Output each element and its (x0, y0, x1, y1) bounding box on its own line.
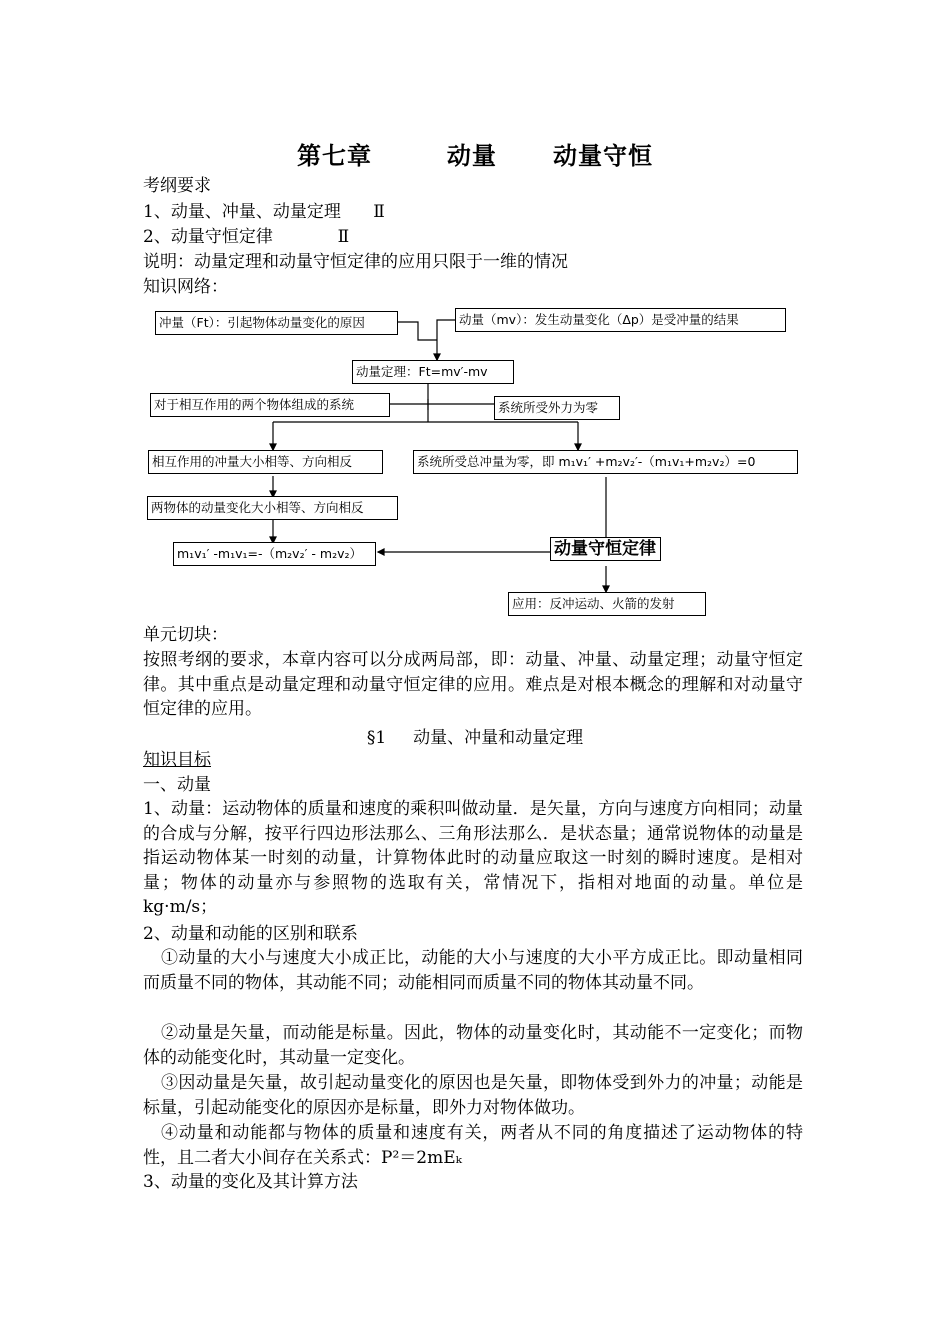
change-equation-box: m₁v₁′ -m₁v₁=-（m₂v₂′ - m₂v₂） (173, 542, 376, 566)
two-bodies-box: 对于相互作用的两个物体组成的系统 (150, 393, 390, 417)
conservation-law-box: 动量守恒定律 (550, 537, 661, 561)
item-3: ③因动量是矢量，故引起动量变化的原因也是矢量，即物体受到外力的冲量；动能是标量，引起动能变化的原因亦是标量，即外力对物体做功。 (143, 1073, 803, 1118)
item-2: ②动量是矢量，而动能是标量。因此，物体的动量变化时，其动能不一定变化；而物体的动能变化时，其动量一定变化。 (143, 1023, 803, 1068)
application-box: 应用：反冲运动、火箭的发射 (508, 592, 706, 616)
part1-heading: 一、动量 (143, 775, 211, 795)
momentum-box: 动量（mv）：发生动量变化（Δp）是受冲量的结果 (455, 308, 786, 332)
equal-impulse-box: 相互作用的冲量大小相等、方向相反 (148, 450, 383, 474)
paragraph-2-heading: 2、动量和动能的区别和联系 (143, 924, 358, 944)
unit-text: 按照考纲的要求，本章内容可以分成两局部，即：动量、冲量、动量定理；动量守恒定律。其中重点是动量定理和动量守恒定律的应用。难点是对根本概念的理解和对动量守恒定律的应用。 (143, 650, 803, 719)
paragraph-3-heading: 3、动量的变化及其计算方法 (143, 1172, 358, 1192)
unit-heading: 单元切块： (143, 625, 228, 645)
total-impulse-zero-box: 系统所受总冲量为零，即 m₁v₁′ +m₂v₂′-（m₁v₁+m₂v₂）=0 (413, 450, 798, 474)
equal-change-box: 两物体的动量变化大小相等、方向相反 (147, 496, 398, 520)
theorem-box: 动量定理：Ft=mv′-mv (352, 360, 514, 384)
paragraph-momentum: 1、动量：运动物体的质量和速度的乘积叫做动量．是矢量，方向与速度方向相同；动量的合成与分解，按平行四边形法那么、三角形法那么．是状态量；通常说物体的动量是指运动物体某一时刻的动量，计算物体此时的动量应取这一时刻的瞬时速度。是相对量；物体的动量亦与参照物的选取有关，常情况下，指相对地面的动量。单位是 kg·m/s； (143, 799, 803, 917)
exam-heading: 考纲要求 (143, 176, 211, 196)
impulse-box: 冲量（Ft）：引起物体动量变化的原因 (155, 311, 398, 335)
network-label: 知识网络： (143, 277, 228, 297)
item-1: ①动量的大小与速度大小成正比，动能的大小与速度的大小平方成正比。即动量相同而质量不同的物体，其动能不同；动能相同而质量不同的物体其动量不同。 (143, 948, 803, 993)
exam-note: 说明：动量定理和动量守恒定律的应用只限于一维的情况 (143, 252, 568, 272)
section-title: §1 动量、冲量和动量定理 (366, 728, 584, 748)
exam-item-2: 2、动量守恒定律 Ⅱ (143, 227, 350, 247)
zero-force-box: 系统所受外力为零 (494, 396, 620, 420)
item-4: ④动量和动能都与物体的质量和速度有关，两者从不同的角度描述了运动物体的特性，且二者大小间存在关系式：P²＝2mEₖ (143, 1123, 803, 1168)
knowledge-goal: 知识目标 (143, 750, 211, 770)
chapter-title: 第七章 动量 动量守恒 (297, 142, 653, 170)
exam-item-1: 1、动量、冲量、动量定理 Ⅱ (143, 202, 385, 222)
